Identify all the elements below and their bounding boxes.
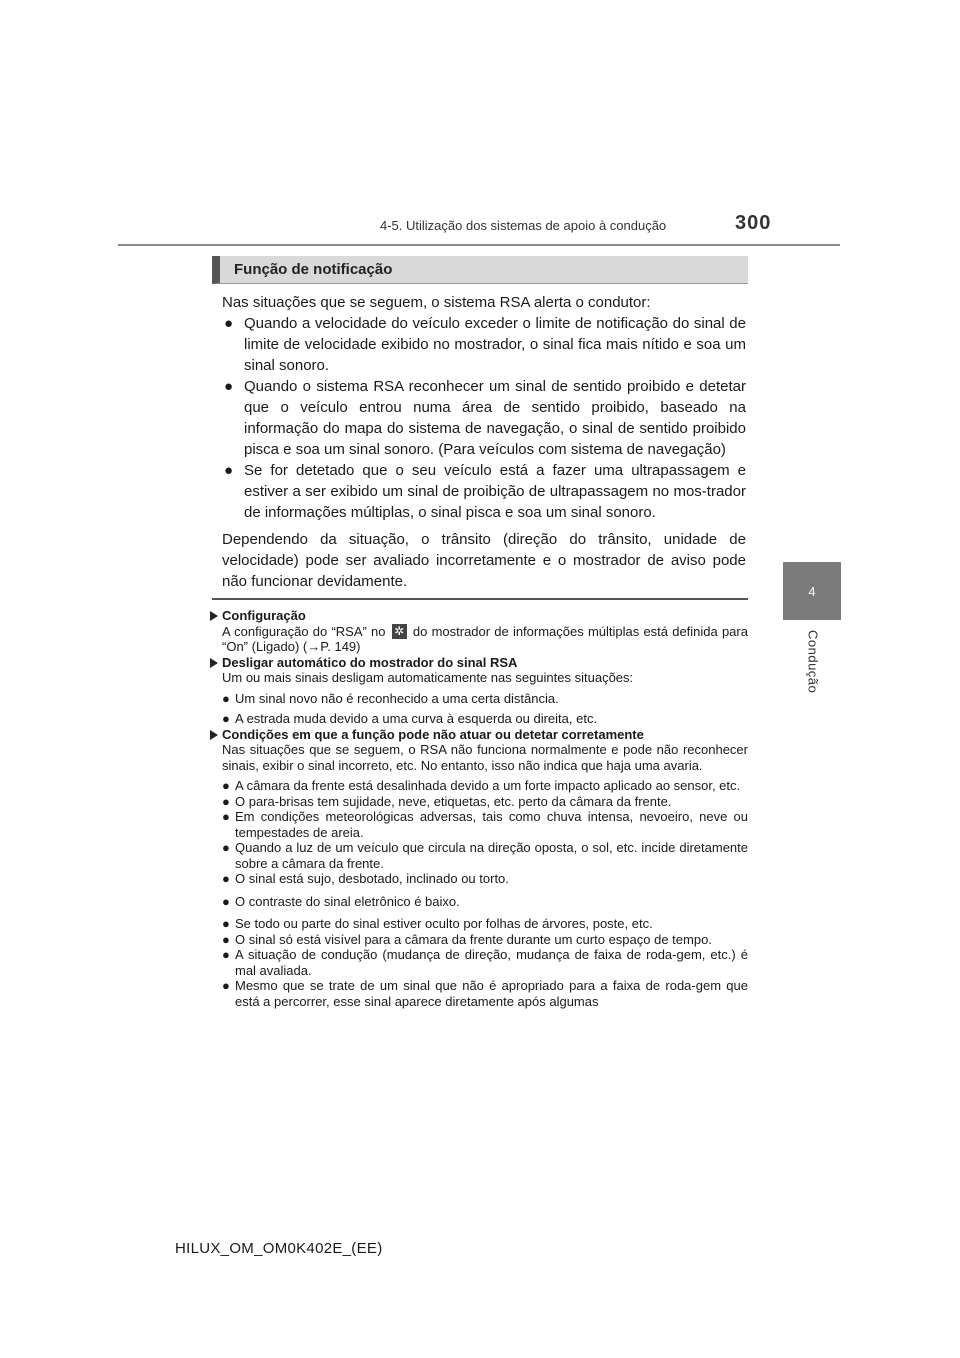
note-heading-condicoes: Condições em que a função pode não atuar ou detetar corretamente (210, 727, 748, 743)
note-body-desligar: Um ou mais sinais desligam automaticamente nas seguintes situações: (222, 670, 634, 685)
bullet-icon: ● (222, 871, 230, 886)
section-intro: Nas situações que se seguem, o sistema RSA alerta o condutor: (222, 294, 651, 311)
document-code: HILUX_OM_OM0K402E_(EE) (175, 1240, 383, 1257)
bullet-icon: ● (224, 462, 234, 479)
condicoes-list (210, 778, 748, 1009)
list-item: ● Mesmo que se trate de um sinal que não é apropriado para a faixa de roda-gem que está a percorrer, esse sinal aparece diretamente após algumas (222, 978, 748, 1009)
list-item: ● O contraste do sinal eletrônico é baixo. (222, 893, 460, 909)
header-divider (118, 244, 840, 246)
section-body (222, 292, 746, 592)
list-item: ● A estrada muda devido a uma curva à esquerda ou direita, etc. (222, 711, 598, 726)
desligar-list (210, 691, 748, 727)
notes-area (210, 608, 748, 1009)
bullet-icon: ● (222, 916, 230, 931)
section-closing: Dependendo da situação, o trânsito (direção do trânsito, unidade de velocidade) pode ser avaliado incorretamente e o mostrador de aviso pode não funcionar devidamente. (222, 531, 746, 590)
bullet-icon: ● (224, 378, 234, 395)
bullet-icon: ● (222, 778, 230, 793)
list-item: ● Um sinal novo não é reconhecido a uma certa distância. (222, 690, 559, 706)
list-item: ● O sinal está sujo, desbotado, inclinado ou torto. (222, 871, 509, 886)
page-number: 300 (735, 212, 772, 234)
list-item: ● Quando o sistema RSA reconhecer um sinal de sentido proibido e detetar que o veículo entrou numa área de sentido proibido, baseado na informação do mapa do sistema de navegação, o sinal de sentido proibido pisca e soa um sinal sonoro. (Para veículos com sistema de navegação) (224, 378, 746, 458)
list-item: ● O para-brisas tem sujidade, neve, etiquetas, etc. perto da câmara da frente. (222, 793, 672, 809)
list-item: ● Se for detetado que o seu veículo está a fazer uma ultrapassagem e estiver a ser exibido um sinal de proibição de ultrapassagem no mos-trador de informações múltiplas, o sinal pisca e soa um sinal sonoro. (224, 462, 746, 521)
bullet-icon: ● (222, 947, 230, 962)
list-item: ● Se todo ou parte do sinal estiver oculto por folhas de árvores, poste, etc. (222, 916, 653, 931)
section-title: Função de notificação (234, 261, 393, 278)
bullet-icon: ● (222, 978, 230, 993)
chapter-tab (783, 562, 841, 620)
list-item: ● Quando a luz de um veículo que circula na direção oposta, o sol, etc. incide diretamente sobre a câmara da frente. (222, 840, 748, 871)
bullet-icon: ● (224, 315, 234, 332)
chapter-number: 4 (808, 583, 816, 599)
triangle-marker-icon (210, 658, 218, 668)
section-divider (212, 598, 748, 600)
list-item: ● A situação de condução (mudança de direção, mudança de faixa de roda-gem, etc.) é mal avaliada. (222, 947, 748, 978)
triangle-marker-icon (210, 730, 218, 740)
chapter-name: Condução (805, 630, 821, 694)
bullet-icon: ● (222, 840, 230, 855)
chapter-header-title: 4-5. Utilização dos sistemas de apoio à condução (380, 218, 667, 233)
list-item: ● A câmara da frente está desalinhada devido a um forte impacto aplicado ao sensor, etc. (222, 778, 741, 793)
bullet-icon: ● (222, 931, 230, 947)
section-heading-bar (212, 256, 748, 284)
bullet-icon: ● (222, 711, 230, 726)
bullet-icon: ● (222, 690, 230, 706)
chapter-label (784, 630, 842, 730)
gear-icon (392, 624, 407, 639)
alert-bullet-list (222, 313, 746, 523)
note-heading-desligar: Desligar automático do mostrador do sinal RSA (210, 655, 748, 671)
note-body-configuracao: A configuração do “RSA” no ✲ do mostrador de informações múltiplas está definida para “On” (Ligado) (→P. 149) (210, 624, 748, 655)
note-heading-configuracao: Configuração (210, 608, 748, 624)
bullet-icon: ● (222, 809, 230, 824)
note-body-condicoes: Nas situações que se seguem, o RSA não funciona normalmente e pode não reconhecer sinais, exibir o sinal incorreto, etc. No entanto, isso não indica que haja uma avaria. (222, 742, 748, 773)
list-item: ● Quando a velocidade do veículo exceder o limite de notificação do sinal de limite de velocidade exibido no mostrador, o sinal fica mais nítido e soa um sinal sonoro. (224, 315, 746, 374)
triangle-marker-icon (210, 611, 218, 621)
list-item: ● O sinal só está visível para a câmara da frente durante um curto espaço de tempo. (222, 931, 712, 947)
arrow-glyph: → (307, 639, 321, 654)
bullet-icon: ● (222, 793, 230, 809)
bullet-icon: ● (222, 893, 230, 909)
list-item: ● Em condições meteorológicas adversas, tais como chuva intensa, nevoeiro, neve ou tempestades de areia. (222, 809, 748, 840)
